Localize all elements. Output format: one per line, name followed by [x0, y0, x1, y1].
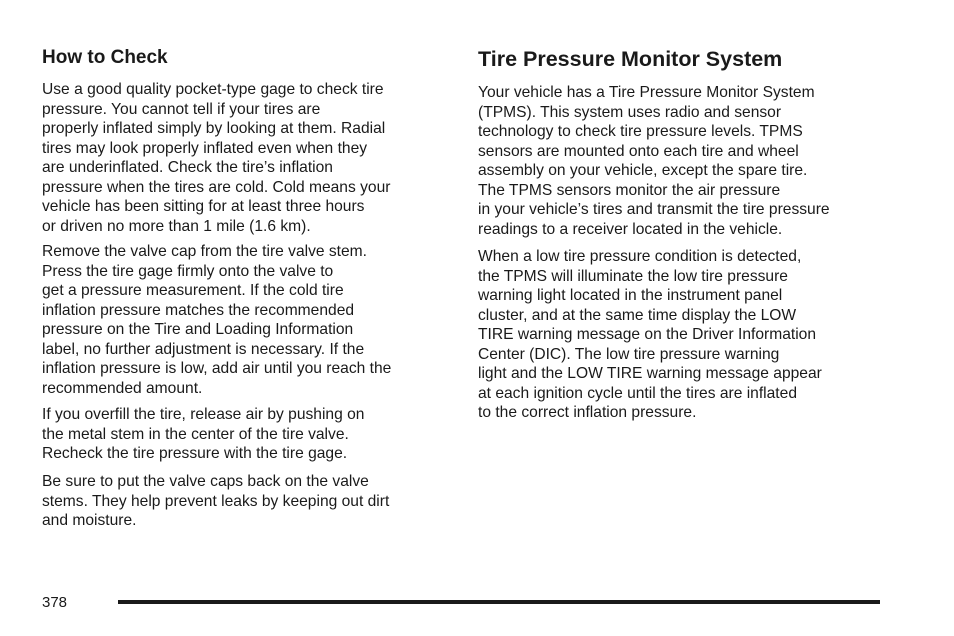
text-line: inflation pressure is low, add air until you reach the [42, 360, 392, 377]
text-line: Press the tire gage firmly onto the valve to [42, 262, 334, 280]
text-line: properly inflated simply by looking at them. Radial [42, 120, 386, 137]
text-line: in your vehicle’s tires and transmit the tire pressure [478, 201, 830, 218]
text-line: (TPMS). This system uses radio and sensor [478, 103, 782, 121]
text-line: Recheck the tire pressure with the tire gage. [42, 445, 348, 462]
text-line: inflation pressure matches the recommended [42, 301, 355, 319]
text-line: pressure when the tires are cold. Cold means your [42, 178, 391, 196]
text-line: assembly on your vehicle, except the spare tire. [478, 162, 808, 179]
text-line: label, no further adjustment is necessary. If the [42, 340, 365, 358]
text-line: the TPMS will illuminate the low tire pressure [478, 267, 788, 285]
text-line: or driven no more than 1 mile (1.6 km). [42, 217, 311, 235]
text-line: to the correct inflation pressure. [478, 404, 697, 421]
text-line: get a pressure measurement. If the cold tire [42, 282, 344, 299]
text-line: recommended amount. [42, 379, 203, 397]
text-line: readings to a receiver located in the vehicle. [478, 220, 783, 238]
text-line: When a low tire pressure condition is detected, [478, 248, 802, 265]
section-heading-tpms: Tire Pressure Monitor System [478, 47, 783, 71]
paragraph-tpms-overview [478, 83, 830, 239]
text-line: The TPMS sensors monitor the air pressure [478, 181, 781, 199]
paragraph-gage-check [42, 80, 390, 236]
text-line: cluster, and at the same time display the LOW [478, 306, 797, 324]
text-line: If you overfill the tire, release air by pushing on [42, 406, 365, 423]
text-line: and moisture. [42, 512, 137, 529]
text-line: TIRE warning message on the Driver Information [478, 326, 817, 343]
text-line: Be sure to put the valve caps back on the valve [42, 473, 369, 490]
paragraph-low-pressure-warning [478, 247, 822, 423]
page-number: 378 [42, 594, 68, 611]
text-line: the metal stem in the center of the tire valve. [42, 425, 349, 443]
paragraph-valve-caps [42, 472, 389, 531]
text-line: at each ignition cycle until the tires are inflated [478, 384, 797, 402]
text-line: are underinflated. Check the tire’s inflation [42, 159, 333, 176]
text-line: warning light located in the instrument panel [478, 287, 783, 304]
text-line: pressure on the Tire and Loading Information [42, 321, 354, 338]
text-line: tires may look properly inflated even when they [42, 139, 368, 157]
text-line: Your vehicle has a Tire Pressure Monitor System [478, 84, 815, 101]
paragraph-overfill [42, 405, 364, 464]
footer-rule [118, 600, 880, 604]
text-line: Use a good quality pocket-type gage to check tire [42, 81, 384, 98]
text-line: sensors are mounted onto each tire and wheel [478, 142, 799, 160]
text-line: stems. They help prevent leaks by keeping out dirt [42, 492, 390, 510]
text-line: Center (DIC). The low tire pressure warning [478, 345, 780, 363]
paragraph-remove-valve-cap [42, 242, 391, 398]
text-line: Remove the valve cap from the tire valve stem. [42, 243, 368, 260]
text-line: technology to check tire pressure levels. TPMS [478, 123, 803, 140]
text-line: vehicle has been sitting for at least three hours [42, 198, 365, 215]
section-heading-how-to-check: How to Check [42, 47, 168, 68]
text-line: light and the LOW TIRE warning message appear [478, 365, 822, 382]
text-line: pressure. You cannot tell if your tires are [42, 100, 321, 118]
